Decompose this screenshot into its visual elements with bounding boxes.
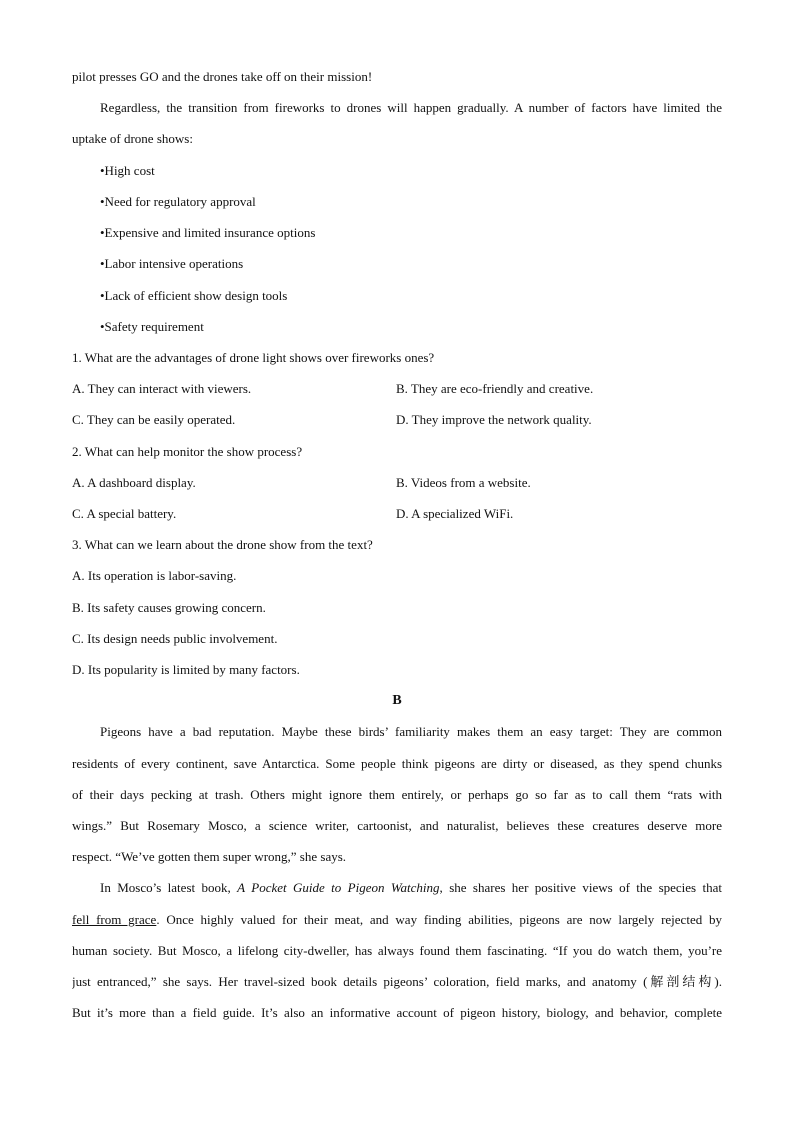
passage-line: Pigeons have a bad reputation. Maybe these birds’ familiarity makes them an easy target: They are common [100,724,722,739]
answer-option: C. A special battery. [72,506,177,521]
answer-option: D. A specialized WiFi. [396,506,514,521]
bullet-item: •Expensive and limited insurance options [100,225,316,240]
passage-line: of their days pecking at trash. Others might ignore them entirely, or perhaps go so far as to call them “rats with [72,787,722,802]
question-stem: 2. What can help monitor the show process? [72,444,303,459]
passage-line: just entranced,” she says. Her travel-sized book details pigeons’ coloration, field marks, and anatomy (解剖结构). [72,974,722,989]
passage-line: wings.” But Rosemary Mosco, a science writer, cartoonist, and naturalist, believes these creatures deserve more [72,818,722,833]
underlined-phrase: fell from grace [72,912,157,927]
answer-option: A. Its operation is labor-saving. [72,568,237,583]
passage-line: human society. But Mosco, a lifelong city-dweller, has always found them fascinating. “If you do watch them, you’re [72,943,722,958]
text-run: , she shares her positive views of the species that [439,880,722,895]
passage-line: residents of every continent, save Antarctica. Some people think pigeons are dirty or diseased, as they spend chunks [72,756,722,771]
passage-line [72,911,722,929]
bullet-item: •Lack of efficient show design tools [100,288,288,303]
answer-option: A. They can interact with viewers. [72,381,252,396]
passage-line: But it’s more than a field guide. It’s also an informative account of pigeon history, biology, and behavior, complete [72,1005,722,1020]
section-heading: B [392,693,402,708]
answer-option: A. A dashboard display. [72,475,196,490]
answer-option: B. Its safety causes growing concern. [72,600,266,615]
passage-line: respect. “We’ve gotten them super wrong,” she says. [72,849,347,864]
text-run: . Once highly valued for their meat, and way finding abilities, pigeons are now largely rejected by [156,912,722,927]
bullet-item: •Need for regulatory approval [100,194,256,209]
question-stem: 1. What are the advantages of drone light shows over fireworks ones? [72,350,435,365]
book-title: A Pocket Guide to Pigeon Watching [237,880,440,895]
answer-option: C. Its design needs public involvement. [72,631,278,646]
text-run: In Mosco’s latest book, [100,880,238,895]
answer-option: C. They can be easily operated. [72,412,236,427]
bullet-item: •Labor intensive operations [100,256,244,271]
question-stem: 3. What can we learn about the drone show from the text? [72,537,373,552]
passage-line: Regardless, the transition from fireworks to drones will happen gradually. A number of factors have limited the [100,100,722,115]
bullet-item: •High cost [100,163,155,178]
answer-option: B. They are eco-friendly and creative. [396,381,594,396]
answer-option: D. They improve the network quality. [396,412,592,427]
passage-line: pilot presses GO and the drones take off on their mission! [72,69,373,84]
passage-line [100,879,722,897]
passage-line: uptake of drone shows: [72,131,193,146]
bullet-item: •Safety requirement [100,319,204,334]
answer-option: B. Videos from a website. [396,475,531,490]
answer-option: D. Its popularity is limited by many factors. [72,662,300,677]
